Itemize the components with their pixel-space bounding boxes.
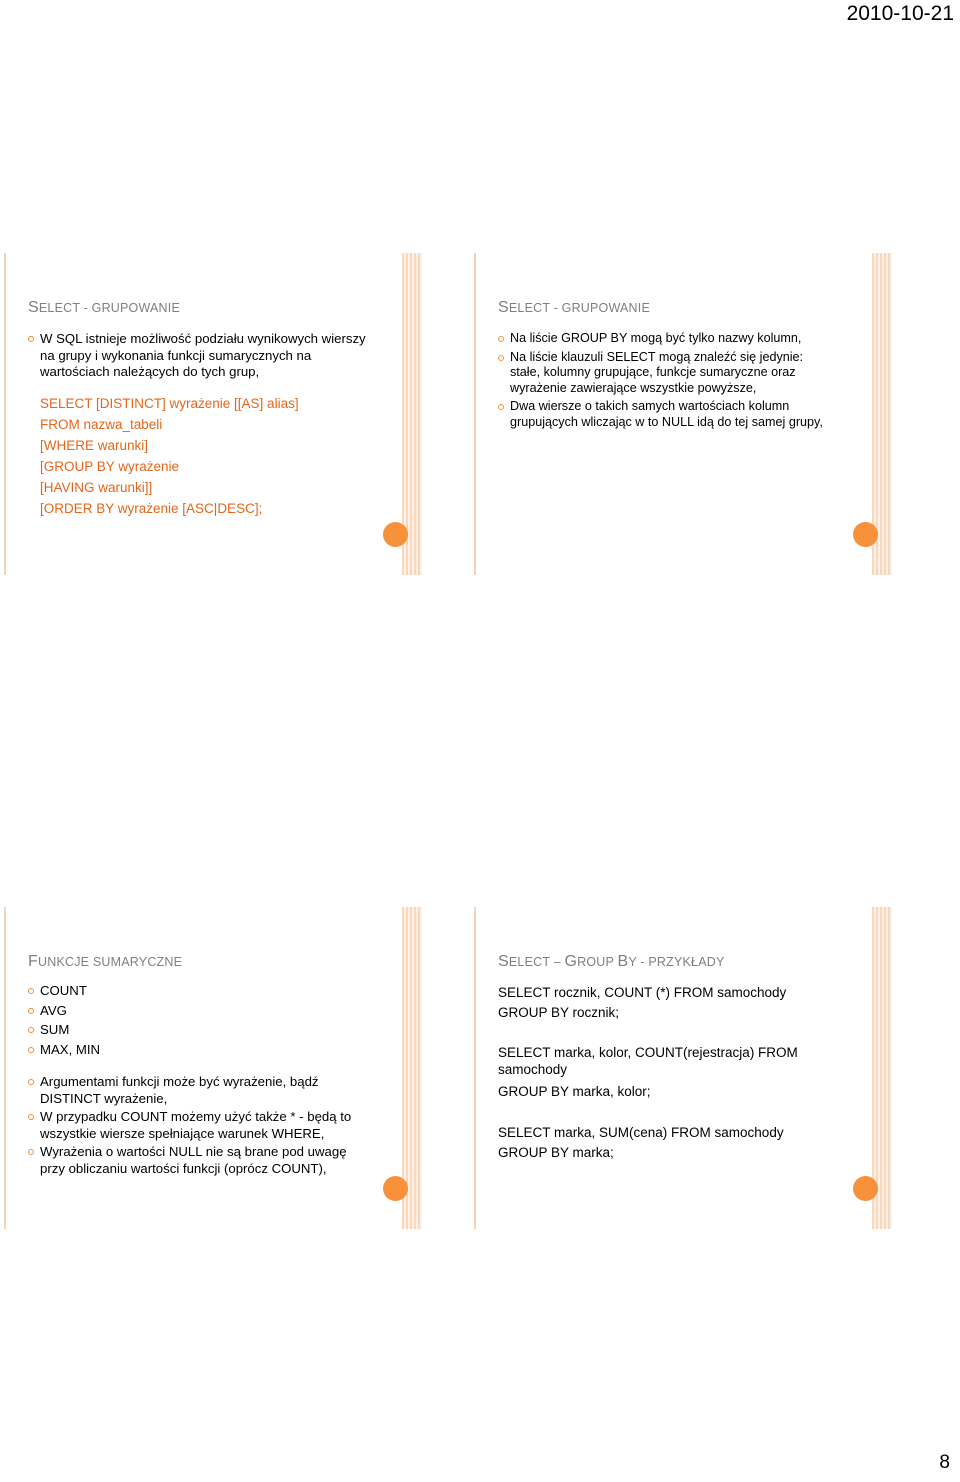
sql-line: [GROUP BY wyrażenie [40, 458, 180, 474]
page-number: 8 [939, 1452, 950, 1473]
slide-2 [470, 253, 900, 575]
sql-line: SELECT rocznik, COUNT (*) FROM samochody [498, 985, 787, 1000]
bullet-item: Dwa wiersze o takich samych wartościach kolumn grupujących wliczając w to NULL idą do tej samej grupy, [498, 399, 836, 430]
sql-line: SELECT marka, SUM(cena) FROM samochody [498, 1125, 784, 1140]
slide-title: FUNKCJE SUMARYCZNE [28, 953, 183, 970]
slide-border [474, 907, 476, 1229]
bullet-item: Argumentami funkcji może być wyrażenie, bądź DISTINCT wyrażenie, [28, 1074, 373, 1107]
slide-border [4, 253, 6, 575]
slide-4 [470, 907, 900, 1229]
slide-content [498, 331, 836, 431]
sql-line: [WHERE warunki] [40, 437, 149, 453]
orange-dot-icon [383, 522, 408, 547]
bullet-item: COUNT [28, 983, 373, 1000]
sql-line: FROM nazwa_tabeli [40, 416, 163, 432]
orange-dot-icon [383, 1176, 408, 1201]
slide-content [498, 983, 843, 1163]
slide-border [4, 907, 6, 1229]
slide-1 [0, 253, 430, 575]
slide-3 [0, 907, 430, 1229]
page-date: 2010-10-21 [846, 2, 954, 25]
orange-dot-icon [853, 522, 878, 547]
sql-line: [HAVING warunki]] [40, 479, 153, 495]
slide-border [474, 253, 476, 575]
sql-line: GROUP BY rocznik; [498, 1005, 620, 1020]
sql-line: SELECT [DISTINCT] wyrażenie [[AS] alias] [40, 395, 299, 411]
example-query [498, 1044, 843, 1102]
bullet-item: W SQL istnieje możliwość podziału wynikowych wierszy na grupy i wykonania funkcji sumarycznych na wartościach należących do tych grup, [28, 331, 373, 381]
slide-title: SELECT - GRUPOWANIE [28, 299, 180, 316]
bullet-item: AVG [28, 1003, 373, 1020]
example-query [498, 983, 843, 1023]
bullet-item: Na liście klauzuli SELECT mogą znaleźć się jedynie: stałe, kolumny grupujące, funkcje sumaryczne oraz wyrażenie zawierające wszystkie powyższe, [498, 350, 836, 397]
bullet-item: SUM [28, 1022, 373, 1039]
sql-line: [ORDER BY wyrażenie [ASC|DESC]; [40, 500, 263, 516]
example-query [498, 1123, 843, 1163]
slide-content [28, 331, 373, 519]
bullet-item: Na liście GROUP BY mogą być tylko nazwy kolumn, [498, 331, 836, 347]
bullet-item: W przypadku COUNT możemy użyć także * - będą to wszystkie wiersze spełniające warunek WHERE, [28, 1109, 373, 1142]
sql-line: GROUP BY marka, kolor; [498, 1084, 651, 1099]
sql-line: GROUP BY marka; [498, 1145, 614, 1160]
slide-title: SELECT – GROUP BY - PRZYKŁADY [498, 953, 725, 970]
sql-line: SELECT marka, kolor, COUNT(rejestracja) FROM samochody [498, 1045, 798, 1077]
bullet-item: Wyrażenia o wartości NULL nie są brane pod uwagę przy obliczaniu wartości funkcji (oprócz COUNT), [28, 1144, 373, 1177]
bullet-item: MAX, MIN [28, 1042, 373, 1059]
orange-dot-icon [853, 1176, 878, 1201]
slide-title: SELECT - GRUPOWANIE [498, 299, 650, 316]
slide-content [28, 983, 373, 1178]
sql-syntax-block [28, 393, 373, 519]
